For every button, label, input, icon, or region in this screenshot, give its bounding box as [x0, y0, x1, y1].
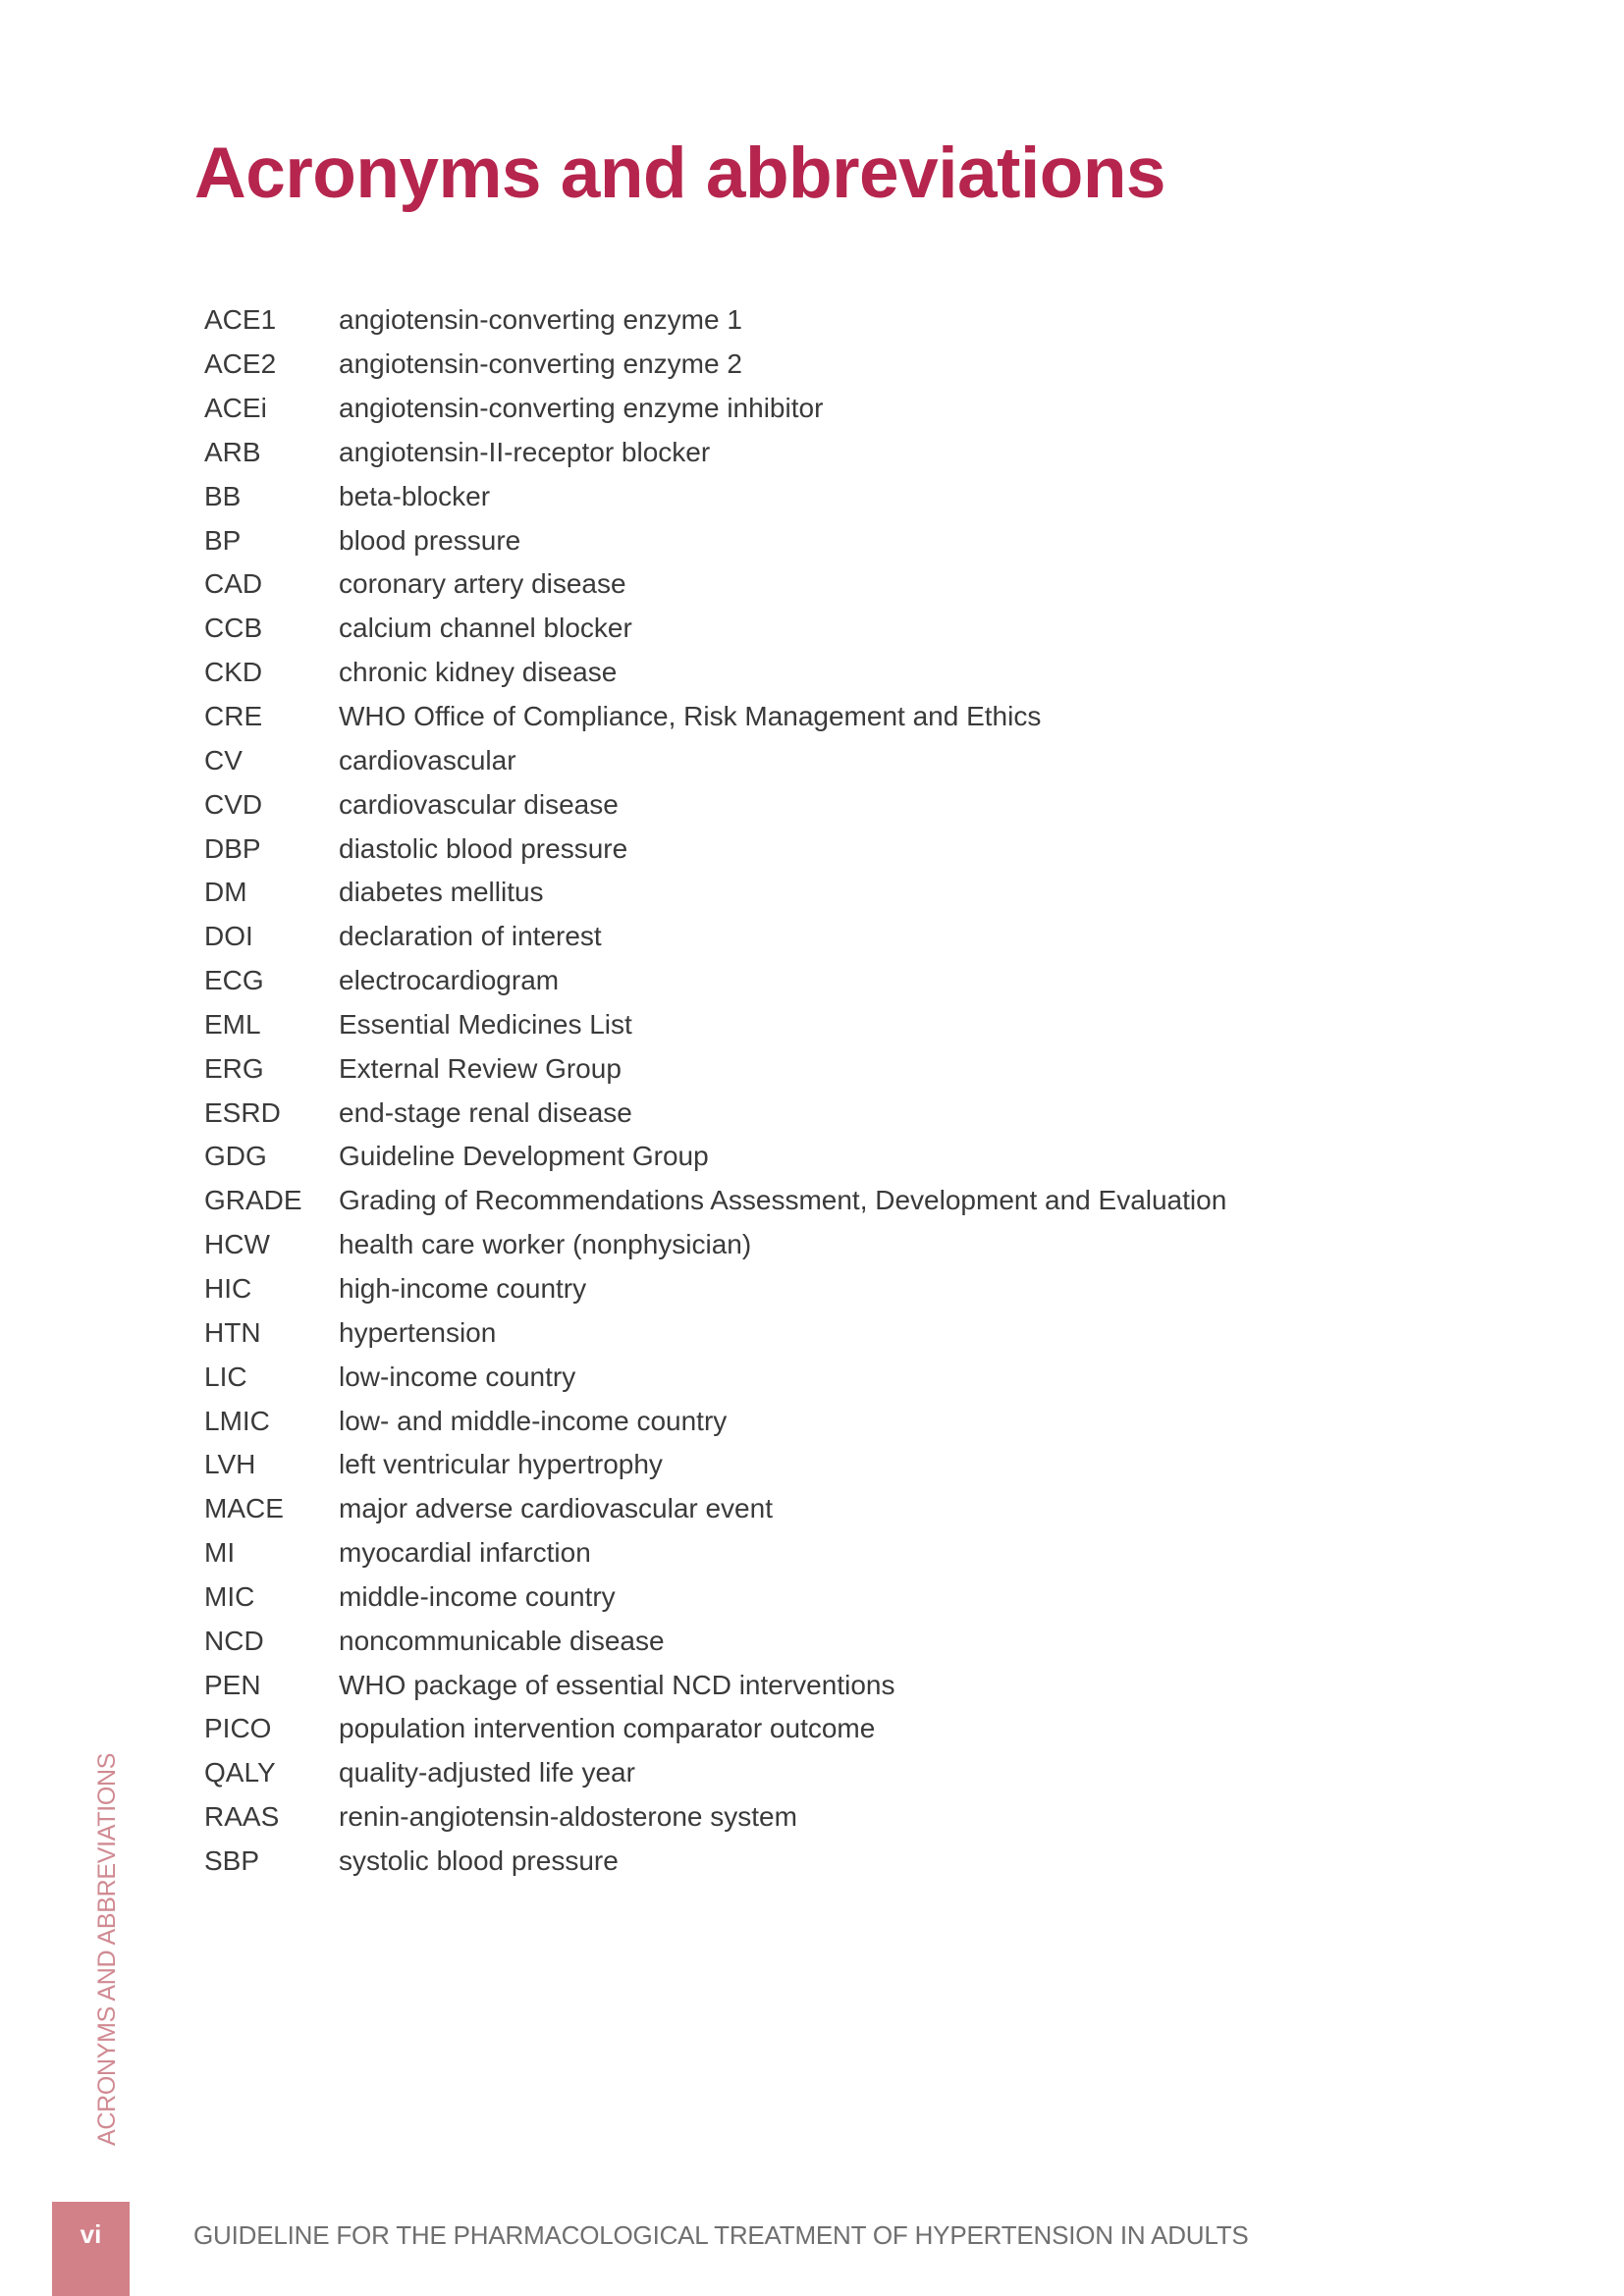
footer-document-title: GUIDELINE FOR THE PHARMACOLOGICAL TREATMENT OF HYPERTENSION IN ADULTS — [193, 2220, 1249, 2250]
acronym-definition: myocardial infarction — [339, 1537, 591, 1569]
acronym-code: HCW — [204, 1229, 270, 1260]
acronym-row — [204, 1751, 1481, 1795]
acronym-code: MI — [204, 1537, 236, 1569]
acronym-definition: diastolic blood pressure — [339, 832, 628, 864]
acronym-row — [204, 1399, 1481, 1443]
acronym-definition: cardiovascular disease — [339, 788, 619, 820]
acronym-row — [204, 1267, 1481, 1311]
acronym-code: LVH — [204, 1449, 256, 1480]
acronym-row — [204, 1795, 1481, 1840]
acronym-row — [204, 1135, 1481, 1179]
acronym-definition: coronary artery disease — [339, 568, 626, 600]
acronym-row — [204, 1310, 1481, 1355]
acronym-row — [204, 651, 1481, 695]
acronym-row — [204, 1707, 1481, 1751]
acronym-row — [204, 1046, 1481, 1091]
acronym-row — [204, 343, 1481, 387]
acronym-definition: angiotensin-converting enzyme 1 — [339, 304, 742, 336]
acronym-definition: WHO Office of Compliance, Risk Management and Ethics — [339, 701, 1042, 732]
acronym-definition: Essential Medicines List — [339, 1008, 632, 1040]
acronym-definition: left ventricular hypertrophy — [339, 1449, 663, 1480]
acronym-code: SBP — [204, 1844, 260, 1876]
acronym-code: BP — [204, 524, 242, 556]
acronym-row — [204, 607, 1481, 651]
acronym-row — [204, 1487, 1481, 1531]
acronym-row — [204, 474, 1481, 518]
acronym-row — [204, 695, 1481, 739]
acronym-definition: health care worker (nonphysician) — [339, 1229, 752, 1260]
acronym-definition: electrocardiogram — [339, 965, 560, 996]
acronym-code: ACEi — [204, 393, 267, 424]
acronym-definition: Guideline Development Group — [339, 1141, 709, 1172]
acronym-code: LIC — [204, 1361, 247, 1392]
acronym-code: DBP — [204, 832, 261, 864]
acronym-code: PEN — [204, 1669, 261, 1700]
page-number-box — [52, 2202, 130, 2296]
acronym-definition: high-income country — [339, 1272, 587, 1304]
acronym-definition: angiotensin-converting enzyme 2 — [339, 348, 742, 380]
acronym-row — [204, 1355, 1481, 1399]
acronym-row — [204, 1840, 1481, 1884]
acronym-row — [204, 1179, 1481, 1223]
acronym-code: ERG — [204, 1052, 264, 1084]
acronym-definition: blood pressure — [339, 524, 521, 556]
acronym-code: ARB — [204, 436, 261, 467]
acronym-code: RAAS — [204, 1801, 280, 1833]
acronym-definition: systolic blood pressure — [339, 1844, 619, 1876]
acronym-definition: angiotensin-converting enzyme inhibitor — [339, 393, 824, 424]
acronym-definition: major adverse cardiovascular event — [339, 1493, 773, 1524]
acronym-definition: WHO package of essential NCD interventions — [339, 1669, 895, 1700]
acronym-row — [204, 959, 1481, 1003]
acronym-row — [204, 1003, 1481, 1047]
acronym-row — [204, 1575, 1481, 1619]
acronym-code: ECG — [204, 965, 264, 996]
acronym-row — [204, 1443, 1481, 1487]
acronym-code: CRE — [204, 701, 263, 732]
acronym-row — [204, 1091, 1481, 1135]
acronym-definition: cardiovascular — [339, 744, 516, 775]
acronym-code: ACE1 — [204, 304, 277, 336]
acronym-code: ESRD — [204, 1096, 281, 1128]
acronym-code: QALY — [204, 1757, 276, 1789]
page-title: Acronyms and abbreviations — [194, 133, 1166, 213]
acronym-code: EML — [204, 1008, 261, 1040]
acronym-definition: External Review Group — [339, 1052, 622, 1084]
acronym-code: CV — [204, 744, 243, 775]
acronym-row — [204, 915, 1481, 959]
acronym-row — [204, 1619, 1481, 1663]
acronym-definition: end-stage renal disease — [339, 1096, 632, 1128]
acronym-code: LMIC — [204, 1405, 270, 1436]
acronym-code: ACE2 — [204, 348, 277, 380]
acronym-definition: diabetes mellitus — [339, 877, 544, 908]
acronym-code: CAD — [204, 568, 263, 600]
acronym-code: MACE — [204, 1493, 284, 1524]
acronym-row — [204, 518, 1481, 562]
acronym-row — [204, 782, 1481, 827]
acronym-code: HTN — [204, 1316, 261, 1348]
acronym-definition: beta-blocker — [339, 480, 491, 511]
acronym-row — [204, 562, 1481, 607]
acronym-code: CCB — [204, 613, 263, 644]
acronym-row — [204, 871, 1481, 915]
acronym-definition: low-income country — [339, 1361, 576, 1392]
side-tab-label: ACRONYMS AND ABBREVIATIONS — [93, 1752, 121, 2146]
acronym-code: DM — [204, 877, 247, 908]
acronym-row — [204, 1531, 1481, 1575]
acronym-code: PICO — [204, 1713, 272, 1744]
acronym-row — [204, 431, 1481, 475]
acronym-row — [204, 827, 1481, 871]
acronym-code: HIC — [204, 1272, 252, 1304]
acronym-row — [204, 1223, 1481, 1267]
acronym-code: GDG — [204, 1141, 267, 1172]
acronym-code: CKD — [204, 657, 263, 688]
acronym-row — [204, 298, 1481, 343]
acronym-definition: hypertension — [339, 1316, 497, 1348]
acronym-definition: population intervention comparator outcome — [339, 1713, 876, 1744]
acronym-code: CVD — [204, 788, 263, 820]
acronym-row — [204, 387, 1481, 431]
acronym-definition: low- and middle-income country — [339, 1405, 728, 1436]
acronym-definition: angiotensin-II-receptor blocker — [339, 436, 711, 467]
acronym-definition: calcium channel blocker — [339, 613, 632, 644]
acronym-definition: renin-angiotensin-aldosterone system — [339, 1801, 797, 1833]
acronym-list — [204, 298, 1481, 1883]
acronym-definition: quality-adjusted life year — [339, 1757, 635, 1789]
acronym-code: NCD — [204, 1625, 264, 1656]
acronym-definition: chronic kidney disease — [339, 657, 618, 688]
acronym-code: GRADE — [204, 1185, 302, 1216]
acronym-row — [204, 1663, 1481, 1707]
acronym-definition: middle-income country — [339, 1580, 616, 1612]
acronym-code: BB — [204, 480, 242, 511]
acronym-code: MIC — [204, 1580, 255, 1612]
acronym-definition: noncommunicable disease — [339, 1625, 665, 1656]
acronym-definition: declaration of interest — [339, 921, 602, 952]
acronym-definition: Grading of Recommendations Assessment, Development and Evaluation — [339, 1185, 1227, 1216]
acronym-row — [204, 738, 1481, 782]
acronym-code: DOI — [204, 921, 253, 952]
page-number: vi — [80, 2219, 102, 2249]
